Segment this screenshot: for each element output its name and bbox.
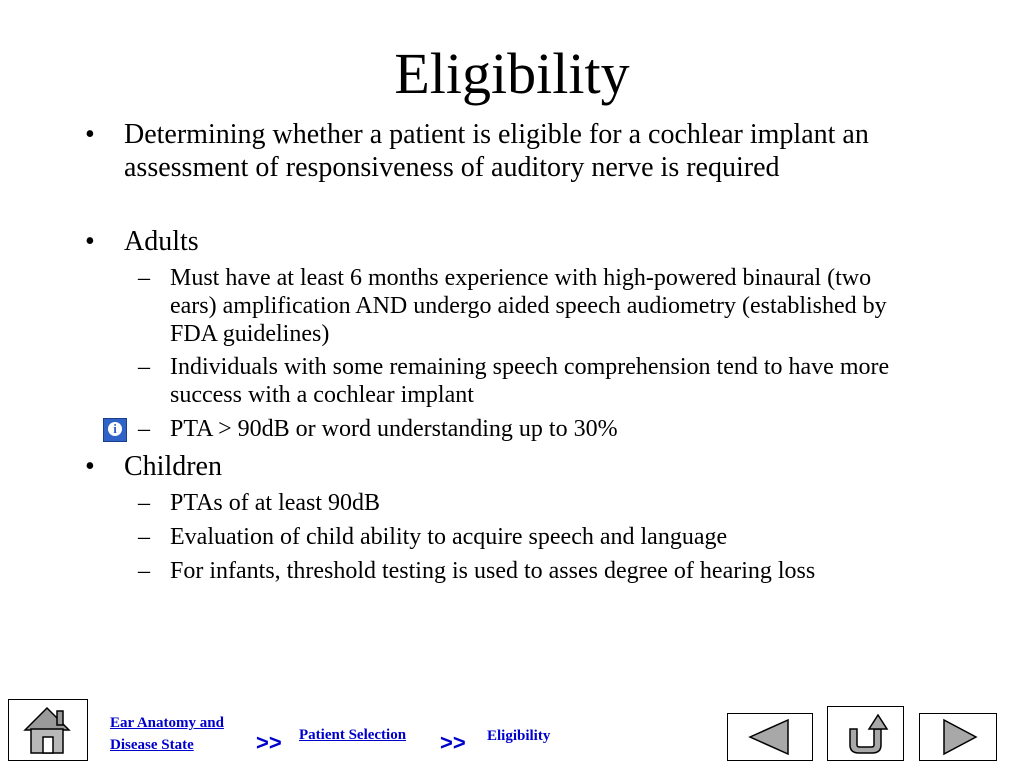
previous-button[interactable] [727, 713, 813, 761]
sub-bullet-text: Must have at least 6 months experience with high-powered binaural (two ears) amplification AND undergo aided speech audiometry (established by FDA guidelines) [170, 265, 887, 347]
sub-bullet-marker: – [138, 265, 150, 291]
sub-bullet-text: For infants, threshold testing is used to asses degree of hearing loss [170, 558, 816, 584]
sub-bullet-marker: – [138, 558, 150, 584]
bullet-marker: • [85, 226, 95, 257]
sub-bullet-marker: – [138, 416, 150, 442]
bullet-text: Children [124, 451, 222, 482]
next-triangle-icon [920, 714, 996, 760]
bullet-text: Adults [124, 226, 199, 257]
sub-bullet-marker: – [138, 354, 150, 380]
home-icon [9, 700, 87, 760]
next-button[interactable] [919, 713, 997, 761]
breadcrumb-separator: >> [440, 730, 466, 755]
home-button[interactable] [8, 699, 88, 761]
bullet-text: Determining whether a patient is eligible for a cochlear implant an assessment of responsiveness of auditory nerve is required [124, 119, 869, 183]
u-turn-return-icon [828, 707, 903, 760]
bullet-marker: • [85, 451, 95, 482]
breadcrumb-current: Eligibility [487, 728, 551, 744]
sub-bullet-text: Evaluation of child ability to acquire speech and language [170, 524, 728, 550]
breadcrumb-ear-anatomy-link[interactable]: Ear Anatomy and Disease State [110, 715, 224, 753]
previous-triangle-icon [728, 714, 812, 760]
sub-bullet-text: PTAs of at least 90dB [170, 490, 381, 516]
breadcrumb-separator: >> [256, 730, 282, 755]
sub-bullet-text: PTA > 90dB or word understanding up to 30% [170, 416, 618, 442]
bullet-marker: • [85, 119, 95, 150]
info-icon[interactable]: i [103, 418, 127, 442]
return-button[interactable] [827, 706, 904, 761]
sub-bullet-marker: – [138, 524, 150, 550]
sub-bullet-text: Individuals with some remaining speech comprehension tend to have more success with a cochlear implant [170, 354, 890, 408]
breadcrumb-patient-selection-link[interactable]: Patient Selection [299, 727, 407, 743]
sub-bullet-marker: – [138, 490, 150, 516]
slide-title: Eligibility [394, 41, 630, 106]
